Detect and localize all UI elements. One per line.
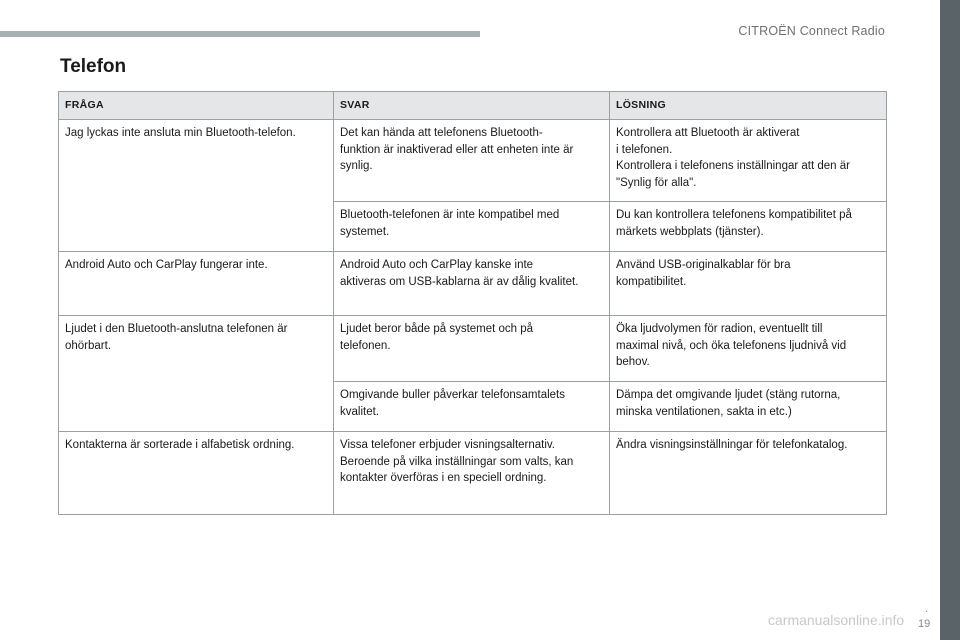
solution-cell: Dämpa det omgivande ljudet (stäng rutorna, minska ventilationen, sakta in etc.): [610, 382, 887, 432]
column-header-solution: LÖSNING: [610, 92, 887, 120]
table-row: [59, 120, 887, 202]
column-header-answer: SVAR: [334, 92, 610, 120]
question-cell: Ljudet i den Bluetooth-anslutna telefonen är ohörbart.: [59, 316, 334, 432]
solution-cell: Du kan kontrollera telefonens kompatibilitet på märkets webbplats (tjänster).: [610, 202, 887, 252]
brand-label: CITROËN Connect Radio: [738, 24, 885, 38]
question-cell: Kontakterna är sorterade i alfabetisk ordning.: [59, 432, 334, 515]
question-cell: Android Auto och CarPlay fungerar inte.: [59, 252, 334, 316]
answer-cell: Vissa telefoner erbjuder visningsalternativ. Beroende på vilka inställningar som valts, kan kontakter överföras i en speciell ordning.: [334, 432, 610, 515]
answer-cell: Omgivande buller påverkar telefonsamtalets kvalitet.: [334, 382, 610, 432]
page-title: Telefon: [60, 56, 127, 77]
answer-cell: Det kan hända att telefonens Bluetooth- funktion är inaktiverad eller att enheten inte är synlig.: [334, 120, 610, 202]
table-row: [59, 432, 887, 515]
page-marker: .: [925, 603, 929, 615]
table-row: [59, 316, 887, 382]
page-number: 19: [918, 618, 931, 630]
question-cell: Jag lyckas inte ansluta min Bluetooth-telefon.: [59, 120, 334, 252]
troubleshooting-table: [58, 91, 887, 515]
answer-cell: Ljudet beror både på systemet och på telefonen.: [334, 316, 610, 382]
solution-cell: Ändra visningsinställningar för telefonkatalog.: [610, 432, 887, 515]
side-tab: [940, 0, 960, 640]
table-header-row: [59, 92, 887, 120]
solution-cell: Öka ljudvolymen för radion, eventuellt till maximal nivå, och öka telefonens ljudnivå vid behov.: [610, 316, 887, 382]
solution-cell: Använd USB-originalkablar för bra kompatibilitet.: [610, 252, 887, 316]
answer-cell: Android Auto och CarPlay kanske inte aktiveras om USB-kablarna är av dålig kvalitet.: [334, 252, 610, 316]
answer-cell: Bluetooth-telefonen är inte kompatibel med systemet.: [334, 202, 610, 252]
column-header-question: FRÅGA: [59, 92, 334, 120]
solution-cell: Kontrollera att Bluetooth är aktiverat i telefonen. Kontrollera i telefonens inställningar att den är "Synlig för alla".: [610, 120, 887, 202]
header-rule: [0, 31, 480, 37]
watermark: carmanualsonline.info: [768, 612, 905, 628]
table-row: [59, 252, 887, 316]
